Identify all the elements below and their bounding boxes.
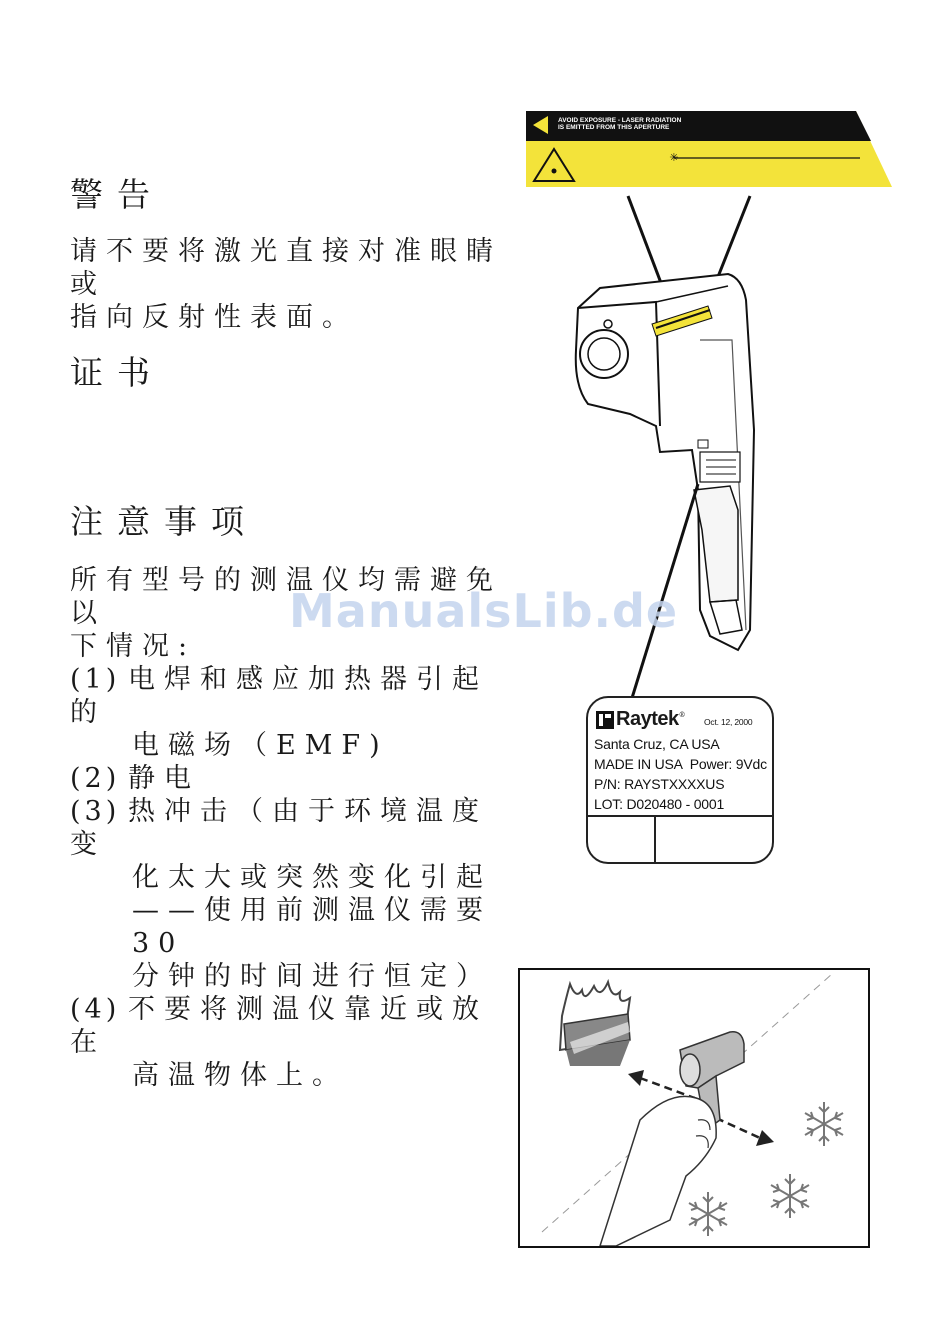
hot-object-icon	[560, 982, 630, 1066]
caution-item-number: (3)	[70, 796, 121, 827]
caution-item-line: 分钟的时间进行恒定）	[132, 961, 492, 992]
caution-item-line: 不要将测温仪靠近或放在	[70, 994, 488, 1058]
cautions-heading: 注意事项	[70, 502, 258, 541]
caution-item-line: 高温物体上。	[132, 1060, 348, 1091]
label-part-number: P/N: RAYSTXXXXUS	[594, 776, 725, 792]
hand-icon	[600, 1096, 716, 1246]
caution-item-2	[70, 762, 510, 795]
label-power: Power: 9Vdc	[689, 756, 767, 772]
laser-source-icon: ✳	[669, 152, 679, 164]
product-label	[586, 696, 774, 864]
snowflake-icon	[689, 1192, 727, 1236]
snowflake-icon	[771, 1174, 809, 1218]
caution-item-line: 电焊和感应加热器引起的	[70, 664, 488, 728]
warning-heading: 警告	[70, 175, 164, 214]
laser-label-line-2: IS EMITTED FROM THIS APERTURE	[558, 124, 670, 131]
caution-item-line: ——使用前测温仪需要30	[132, 895, 492, 959]
label-made-in-text: MADE IN USA	[594, 756, 683, 772]
label-divider-h	[586, 815, 774, 817]
brand-name: Raytek	[616, 708, 679, 730]
cautions-text	[70, 564, 510, 1092]
label-address: Santa Cruz, CA USA	[594, 736, 720, 752]
arrow-toward-cold	[716, 1118, 760, 1138]
arrow-head-icon	[756, 1130, 774, 1146]
raytek-logo: Raytek ®	[596, 708, 686, 731]
warning-section	[70, 175, 510, 334]
snowflake-icon	[805, 1102, 843, 1146]
cautions-intro-2: 下情况:	[70, 631, 197, 662]
caution-item-line: 静电	[128, 763, 200, 794]
caution-item-3	[70, 795, 510, 993]
caution-item-1	[70, 663, 510, 762]
raytek-logo-icon	[596, 711, 614, 729]
handling-illustration-frame	[518, 968, 870, 1248]
caution-item-4	[70, 993, 510, 1092]
laser-label-line-1: AVOID EXPOSURE - LASER RADIATION	[558, 117, 682, 124]
caution-item-number: (2)	[70, 763, 121, 794]
caution-item-number: (4)	[70, 994, 121, 1025]
arrow-head-icon	[628, 1070, 644, 1086]
caution-item-line: 电磁场（EMF)	[132, 730, 389, 761]
caution-item-line: 热冲击（由于环境温度变	[70, 796, 488, 860]
label-divider-v	[654, 816, 656, 862]
thermometer-in-hand	[600, 1032, 744, 1246]
warning-line-2: 指向反射性表面。	[70, 302, 358, 333]
warning-text	[70, 235, 510, 334]
caution-item-number: (1)	[70, 664, 121, 695]
certificate-heading: 证书	[70, 353, 164, 392]
warning-line-1: 请不要将激光直接对准眼睛或	[70, 236, 502, 300]
label-made-in	[594, 756, 767, 772]
laser-label-text	[558, 117, 681, 131]
caution-item-line: 化太大或突然变化引起	[132, 862, 492, 893]
cautions-intro-1: 所有型号的测温仪均需避免以	[70, 565, 502, 629]
watermark: ManualsLib.de	[289, 584, 679, 638]
label-date: Oct. 12, 2000	[704, 717, 753, 727]
handling-illustration	[520, 970, 868, 1246]
label-lot: LOT: D020480 - 0001	[594, 796, 725, 812]
